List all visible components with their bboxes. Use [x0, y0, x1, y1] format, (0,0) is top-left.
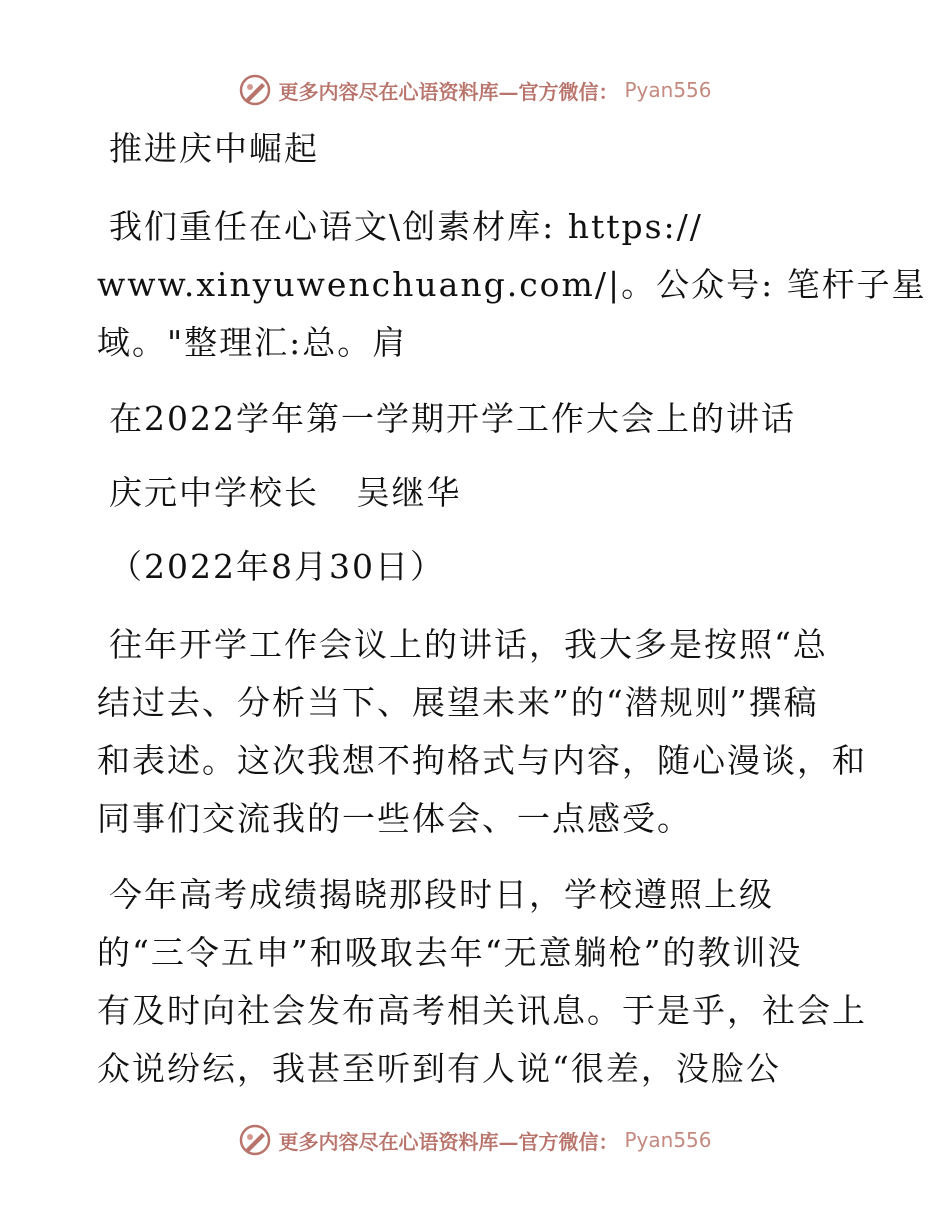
paragraph-line: 和表述。这次我想不拘格式与内容，随心漫谈，和 — [97, 741, 867, 780]
source-note-line: 我们重任在心语文\创素材库: https:// — [109, 207, 703, 246]
paragraph-line: 今年高考成绩揭晓那段时日，学校遵照上级 — [109, 875, 774, 914]
footer-watermark-inner — [238, 1123, 711, 1157]
footer-watermark-banner — [0, 1120, 950, 1160]
paragraph-line: 众说纷纭，我甚至听到有人说“很差，没脸公 — [97, 1049, 781, 1088]
speech-title: 在2022学年第一学期开学工作大会上的讲话 — [109, 399, 796, 438]
pen-logo-icon — [238, 1123, 272, 1157]
footer-watermark-wechat: Pyan556 — [624, 1128, 712, 1152]
source-note-line: www.xinyuwenchuang.com/|。公众号: 笔杆子星 — [97, 265, 927, 304]
speaker-line: 庆元中学校长 吴继华 — [109, 473, 462, 512]
pen-logo-icon — [238, 73, 272, 107]
document-heading: 推进庆中崛起 — [109, 129, 319, 168]
paragraph-line: 有及时向社会发布高考相关讯息。于是乎，社会上 — [97, 991, 867, 1030]
paragraph-line: 的“三令五申”和吸取去年“无意躺枪”的教训没 — [97, 933, 803, 972]
footer-watermark-text: 更多内容尽在心语资料库—官方微信： — [278, 1129, 619, 1154]
paragraph-line: 同事们交流我的一些体会、一点感受。 — [97, 799, 692, 838]
source-note — [97, 198, 927, 372]
document-body — [97, 120, 927, 1116]
header-watermark-banner — [0, 70, 950, 110]
header-watermark-text: 更多内容尽在心语资料库—官方微信： — [278, 79, 619, 104]
speech-date: （2022年8月30日） — [109, 547, 445, 586]
paragraph-line: 结过去、分析当下、展望未来”的“潜规则”撰稿 — [97, 683, 819, 722]
paragraph-2 — [97, 866, 867, 1098]
paragraph-line: 往年开学工作会议上的讲话，我大多是按照“总 — [109, 625, 828, 664]
header-watermark-wechat: Pyan556 — [624, 78, 712, 102]
source-note-line: 域。"整理汇:总。肩 — [97, 323, 408, 362]
header-watermark-inner — [238, 73, 711, 107]
paragraph-1 — [97, 616, 867, 848]
